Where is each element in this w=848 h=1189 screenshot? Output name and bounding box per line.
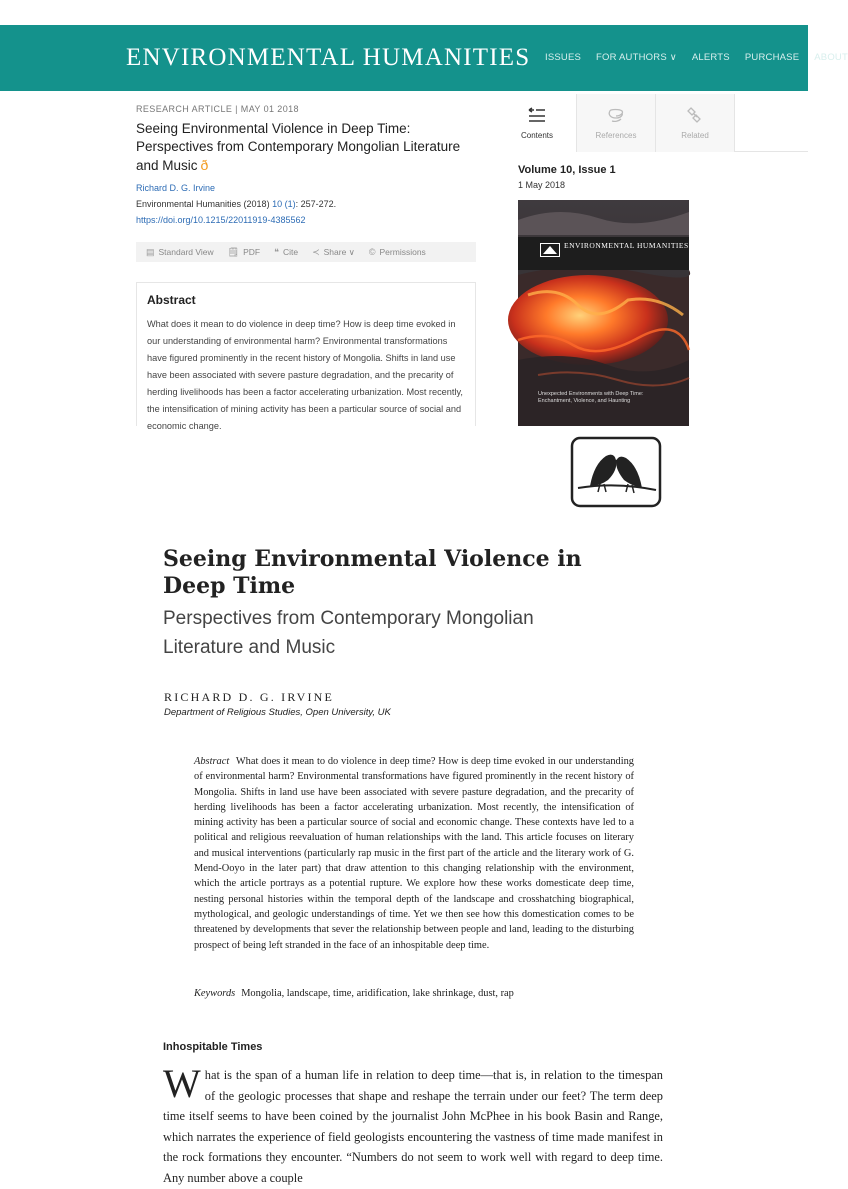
issue-cover-image[interactable] (518, 200, 689, 426)
references-icon (606, 107, 626, 123)
article-title (136, 120, 476, 175)
nav-alerts[interactable]: ALERTS (691, 52, 730, 63)
permissions-label: Permissions (379, 247, 426, 257)
article-kicker: RESEARCH ARTICLE | MAY 01 2018 (136, 104, 299, 114)
share-icon: ≺ (312, 246, 320, 257)
nav-about[interactable]: ABOUT (814, 52, 848, 63)
main-nav (545, 52, 848, 63)
pdf-icon: 🗒 (227, 246, 240, 257)
standard-view-button[interactable] (146, 247, 214, 258)
tab-references[interactable] (577, 94, 656, 152)
citation-journal: Environmental Humanities (2018) (136, 199, 273, 209)
drop-cap: W (163, 1061, 201, 1106)
tab-related[interactable] (656, 94, 735, 152)
site-logo[interactable]: ENVIRONMENTAL HUMANITIES (126, 44, 531, 71)
volume-date: 1 May 2018 (518, 180, 566, 190)
tab-references-label: References (595, 130, 637, 140)
standard-view-label: Standard View (158, 247, 214, 257)
tab-related-label: Related (681, 130, 709, 140)
nav-for-authors[interactable]: FOR AUTHORS ∨ (596, 52, 677, 63)
share-button[interactable] (312, 247, 355, 258)
citation-issue-link[interactable]: 10 (1) (272, 199, 296, 209)
pdf-label: PDF (243, 247, 261, 257)
paper-author: RICHARD D. G. IRVINE (164, 690, 335, 704)
paper-affiliation: Department of Religious Studies, Open University, UK (164, 707, 391, 718)
volume-title[interactable]: Volume 10, Issue 1 (518, 164, 616, 176)
article-author-link[interactable]: Richard D. G. Irvine (136, 183, 216, 193)
paper-keywords-text: Mongolia, landscape, time, aridification, lake shrinkage, dust, rap (241, 988, 514, 999)
paper-abstract-text: What does it mean to do violence in deep time? How is deep time evoked in our understanding of environmental harm? Environmental transformations have figured prominently in the recent history of Mongolia. Shifts in land use have been associated with severe pasture degradation, and the precarity of herding livelihoods has been a factor accelerating urbanization. Most recently, the intensification of mining activity has been a particular source of social and economic change. These contexts have led to a political and religious reevaluation of human relationships with the land. This article focuses on literary and musical interventions (particularly rap music in the first part of the article and the literary work of G. Mend-Ooyo in the later part) that draw attention to this changing relationship with the environment, which the article portrays as a potential rupture. We explore how these works domesticate deep time, nesting personal histories within the temporal depth of the landscape and crosshatching biographical, mythological, and geologic understandings of time. Yet we then see how this domestication comes to be threatened by developments that sever the relationship between people and land, leading to the disturbing prospect of being left stranded in the face of an inhospitable deep time. (194, 756, 634, 951)
related-icon (685, 107, 705, 123)
section-heading: Inhospitable Times (163, 1041, 263, 1053)
tab-contents-label: Contents (520, 130, 554, 140)
cover-title: ENVIRONMENTAL HUMANITIES (564, 241, 689, 250)
article-meta (136, 104, 476, 225)
citation-pages: : 257-272. (295, 199, 337, 209)
cite-button[interactable] (274, 247, 298, 258)
tab-contents[interactable] (498, 94, 577, 152)
article-toolbar (136, 242, 476, 262)
nav-issues[interactable]: ISSUES (545, 52, 582, 63)
permissions-button[interactable] (369, 247, 426, 257)
abstract-heading: Abstract (147, 293, 196, 307)
share-label: Share ∨ (323, 246, 355, 257)
cover-subtitle: Unexpected Environments with Deep Time: Enchantment, Violence, and Haunting (538, 391, 644, 404)
open-access-icon: ð (200, 157, 209, 173)
abstract-text: What does it mean to do violence in deep time? How is deep time evoked in our understanding of environmental harm? Environmental transformations have figured prominently in the recent history of Mongolia. Shifts in land use have been associated with severe pasture degradation, and the precarity of herding livelihoods has been a factor accelerating urbanization. Most recently, the intensification of mining activity has been a particular source of social and economic change. (147, 319, 463, 431)
journal-logo-icon (540, 243, 560, 257)
contents-icon (527, 107, 547, 123)
abstract-panel (136, 282, 476, 431)
cite-label: Cite (282, 247, 299, 257)
paper-keywords (194, 988, 514, 999)
paper-abstract (194, 754, 634, 953)
paper-body-text: hat is the span of a human life in relation to deep time—that is, in relation to the timespan of the geologic processes that shape and reshape the terrain under our feet? The term deep time itself seems to have been coined by the journalist John McPhee in his book Basin and Range, which narrates the experience of field geologists encountering the vastness of time made manifest in the rock formations they encounter. “Numbers do not seem to work well with regard to deep time. Any number above a couple (163, 1068, 663, 1185)
copyright-icon: © (368, 247, 376, 257)
birds-logo-icon (570, 436, 662, 508)
article-citation (136, 199, 476, 209)
paper-subtitle: Perspectives from Contemporary Mongolian Literature and Music (163, 608, 534, 658)
standard-view-icon: ▤ (146, 246, 155, 257)
paper-keywords-label: Keywords (194, 988, 236, 999)
paper-title: Seeing Environmental Violence in Deep Time (163, 546, 582, 599)
quote-icon: ❝ (274, 246, 279, 257)
sidebar-tabs (498, 94, 808, 152)
paper-abstract-label: Abstract (194, 756, 230, 767)
paper-body (163, 1061, 663, 1185)
site-header (0, 25, 848, 91)
pdf-button[interactable] (228, 247, 260, 258)
nav-purchase[interactable]: PURCHASE (744, 52, 800, 63)
article-title-text: Seeing Environmental Violence in Deep Time: Perspectives from Contemporary Mongolian Literature and Music (136, 121, 461, 173)
article-doi-link[interactable]: https://doi.org/10.1215/22011919-4385562 (136, 215, 306, 225)
